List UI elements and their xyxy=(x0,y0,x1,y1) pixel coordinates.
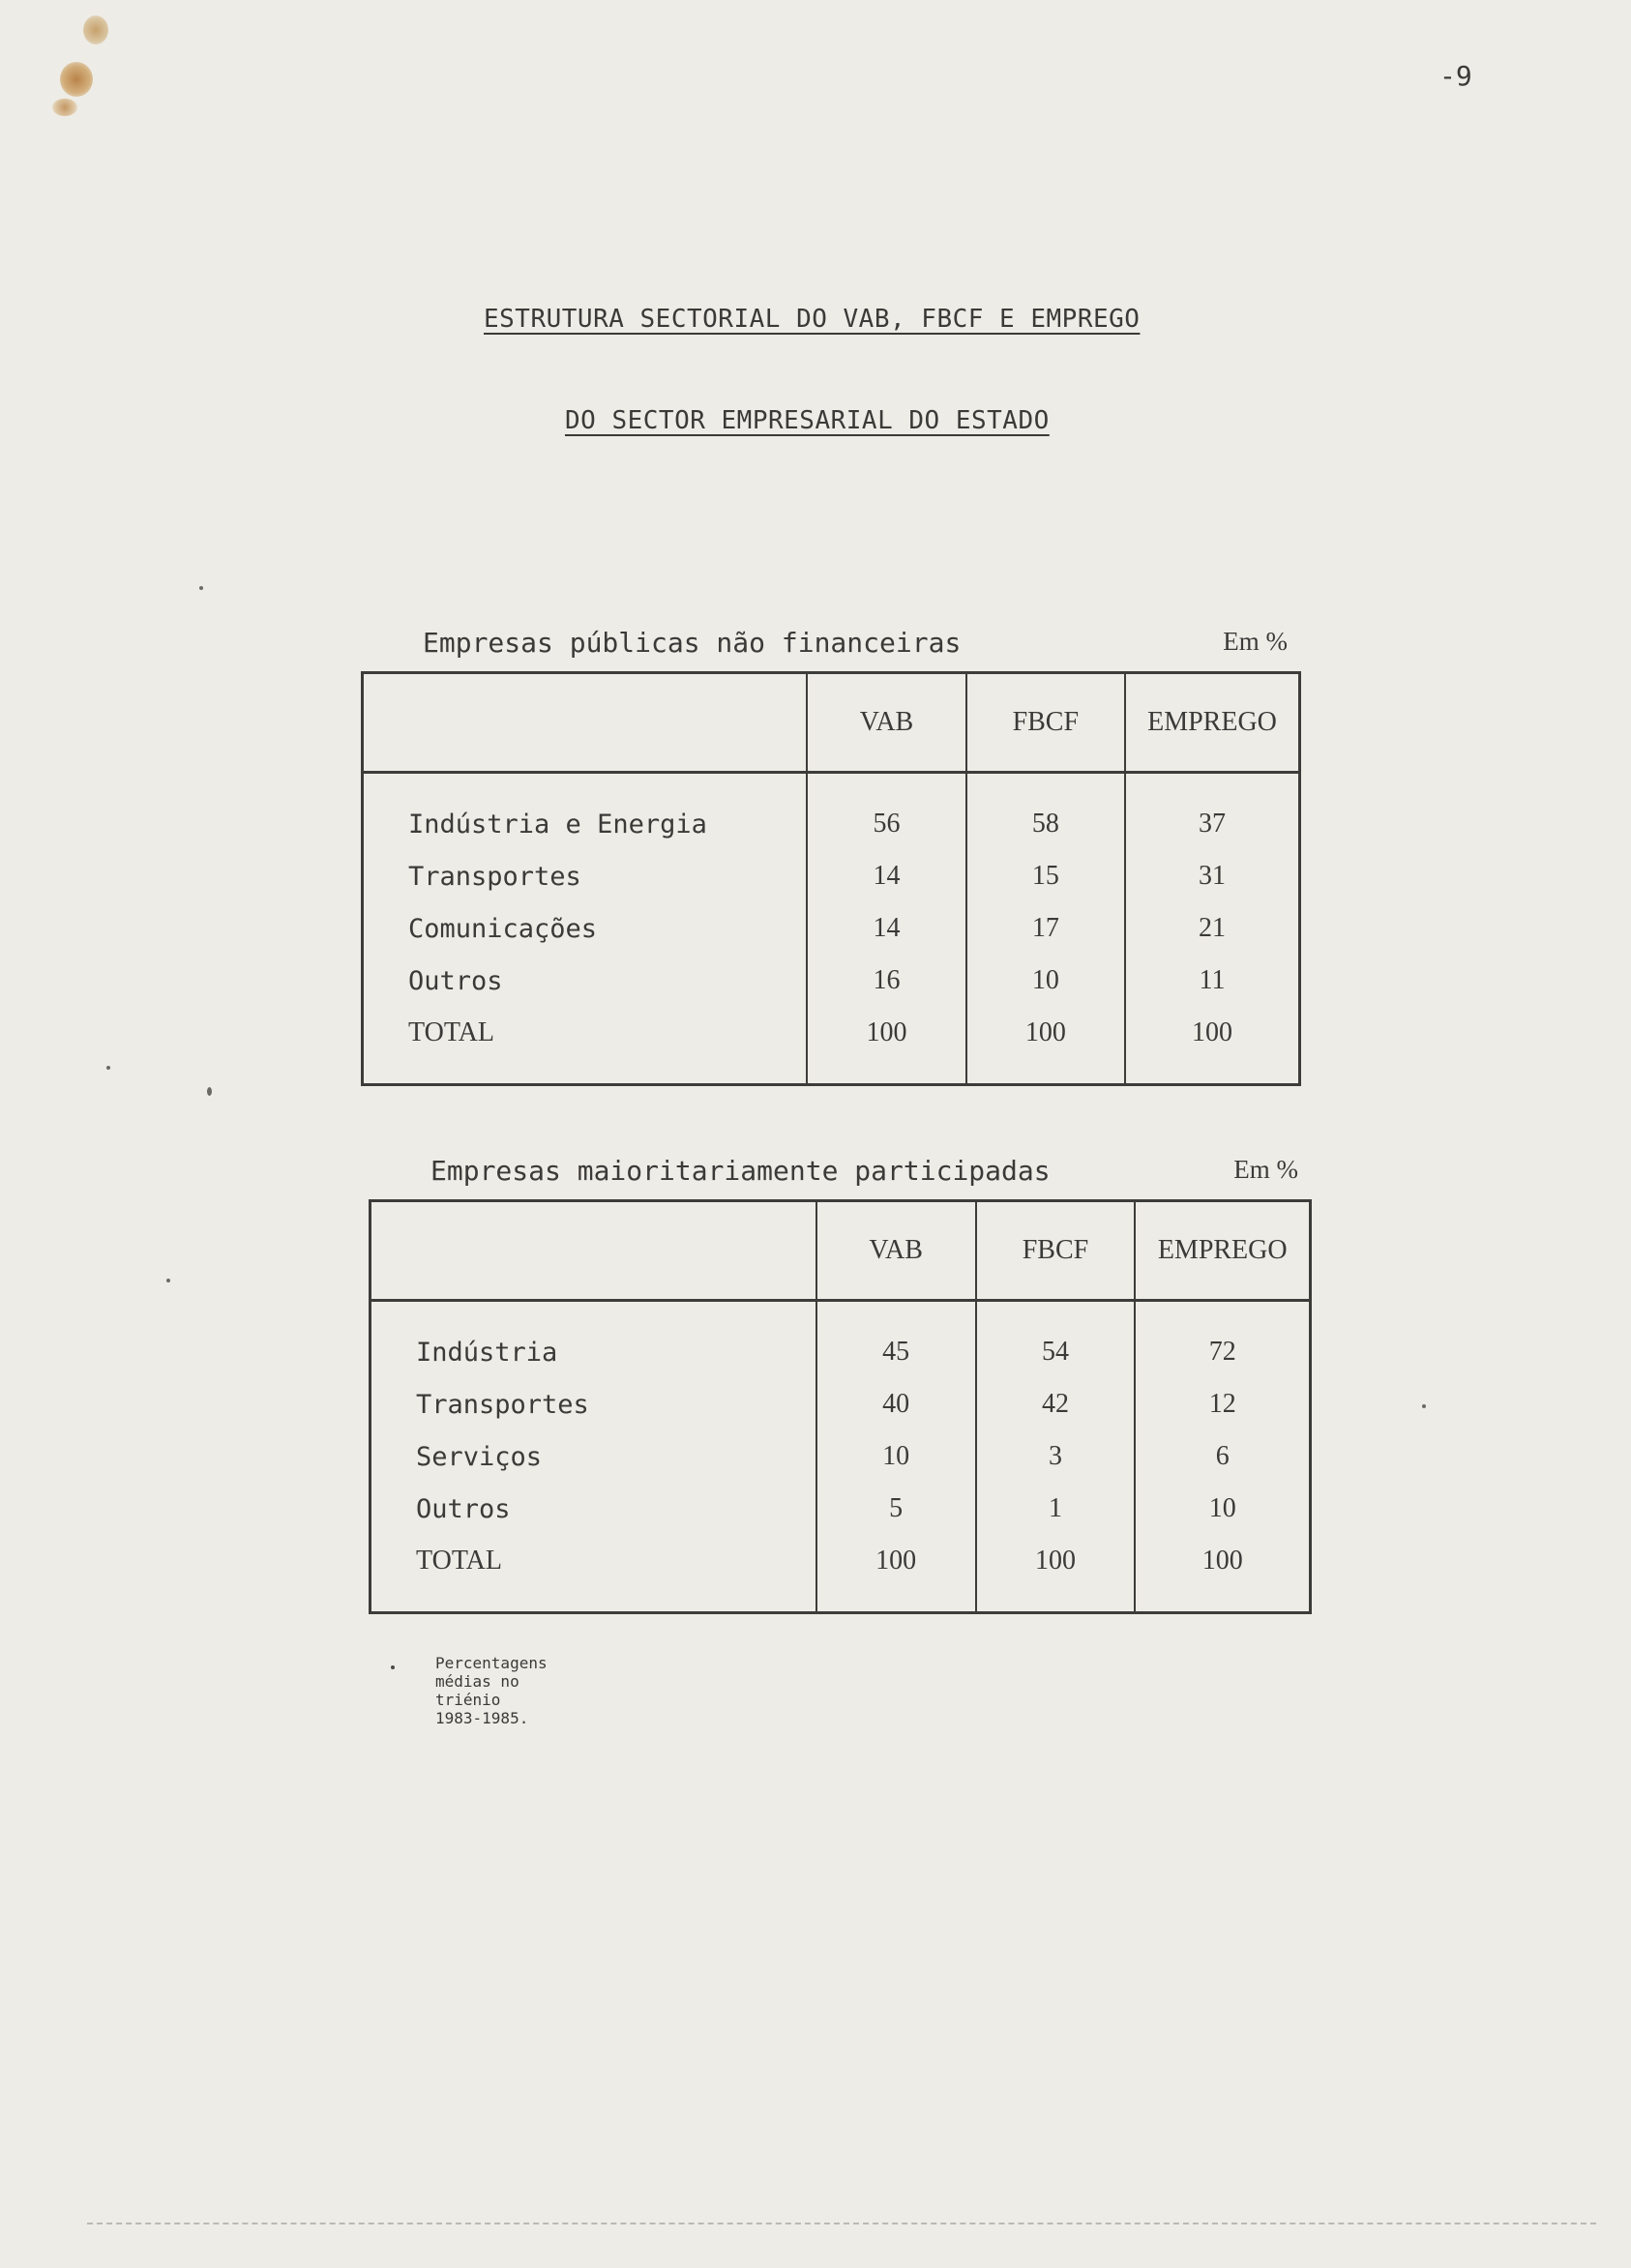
cell-emprego: 11 xyxy=(1125,955,1300,1007)
table-row xyxy=(371,1301,1311,1379)
table-header-row xyxy=(371,1201,1311,1301)
cell-vab: 10 xyxy=(816,1430,976,1483)
table-row xyxy=(371,1483,1311,1535)
cell-vab: 100 xyxy=(816,1535,976,1613)
cell-emprego: 72 xyxy=(1135,1301,1310,1379)
table-caption-row xyxy=(369,1155,1312,1199)
paper-speck xyxy=(207,1087,212,1096)
paper-stain xyxy=(60,62,93,97)
header-blank-cell xyxy=(371,1201,816,1301)
table-row-total xyxy=(371,1535,1311,1613)
row-label-total: TOTAL xyxy=(408,1017,495,1047)
cell-vab: 100 xyxy=(807,1007,965,1085)
cell-fbcf: 1 xyxy=(976,1483,1136,1535)
cell-fbcf: 54 xyxy=(976,1301,1136,1379)
paper-speck xyxy=(1422,1404,1426,1408)
column-header-fbcf: FBCF xyxy=(976,1201,1136,1301)
table-row xyxy=(371,1378,1311,1430)
cell-vab: 56 xyxy=(807,773,965,851)
cell-emprego: 100 xyxy=(1125,1007,1300,1085)
page-title: ESTRUTURA SECTORIAL DO VAB, FBCF E EMPREGO xyxy=(484,305,1141,334)
page-number: -9 xyxy=(1439,60,1472,92)
cell-emprego: 12 xyxy=(1135,1378,1310,1430)
column-header-fbcf: FBCF xyxy=(966,673,1125,773)
table-row xyxy=(363,773,1300,851)
scan-edge xyxy=(87,2223,1596,2225)
cell-vab: 14 xyxy=(807,850,965,902)
paper-speck xyxy=(199,586,203,590)
cell-vab: 45 xyxy=(816,1301,976,1379)
footnote-text: Percentagens médias no triénio 1983-1985. xyxy=(435,1654,548,1727)
row-label-total: TOTAL xyxy=(416,1546,503,1576)
cell-emprego: 21 xyxy=(1125,902,1300,955)
cell-vab: 16 xyxy=(807,955,965,1007)
cell-fbcf: 100 xyxy=(976,1535,1136,1613)
row-label: Comunicações xyxy=(408,913,598,944)
cell-vab: 14 xyxy=(807,902,965,955)
cell-vab: 40 xyxy=(816,1378,976,1430)
row-label: Outros xyxy=(416,1493,511,1524)
page-subtitle: DO SECTOR EMPRESARIAL DO ESTADO xyxy=(565,406,1050,435)
paper-speck xyxy=(166,1279,170,1282)
cell-fbcf: 10 xyxy=(966,955,1125,1007)
table-row xyxy=(371,1430,1311,1483)
cell-vab: 5 xyxy=(816,1483,976,1535)
cell-fbcf: 58 xyxy=(966,773,1125,851)
header-blank-cell xyxy=(363,673,808,773)
table-row xyxy=(363,955,1300,1007)
row-label: Serviços xyxy=(416,1441,543,1472)
paper-stain xyxy=(52,99,77,116)
table-section-empresas-publicas xyxy=(361,627,1301,1086)
cell-fbcf: 17 xyxy=(966,902,1125,955)
cell-emprego: 31 xyxy=(1125,850,1300,902)
column-header-emprego: EMPREGO xyxy=(1125,673,1300,773)
cell-fbcf: 100 xyxy=(966,1007,1125,1085)
table-caption: Empresas maioritariamente participadas xyxy=(430,1155,1051,1187)
cell-emprego: 37 xyxy=(1125,773,1300,851)
cell-fbcf: 3 xyxy=(976,1430,1136,1483)
cell-emprego: 100 xyxy=(1135,1535,1310,1613)
table-caption-row xyxy=(361,627,1301,671)
cell-fbcf: 15 xyxy=(966,850,1125,902)
table-row xyxy=(363,850,1300,902)
paper-speck xyxy=(106,1066,110,1070)
data-table xyxy=(369,1199,1312,1614)
row-label: Indústria e Energia xyxy=(408,809,707,839)
paper-stain xyxy=(83,15,108,44)
column-header-vab: VAB xyxy=(807,673,965,773)
column-header-emprego: EMPREGO xyxy=(1135,1201,1310,1301)
table-unit: Em % xyxy=(1233,1155,1298,1184)
column-header-vab: VAB xyxy=(816,1201,976,1301)
cell-fbcf: 42 xyxy=(976,1378,1136,1430)
row-label: Transportes xyxy=(408,861,581,892)
table-header-row xyxy=(363,673,1300,773)
cell-emprego: 6 xyxy=(1135,1430,1310,1483)
row-label: Outros xyxy=(408,965,503,996)
row-label: Transportes xyxy=(416,1389,589,1420)
table-unit: Em % xyxy=(1223,627,1288,656)
cell-emprego: 10 xyxy=(1135,1483,1310,1535)
table-caption: Empresas públicas não financeiras xyxy=(423,627,962,659)
table-section-empresas-participadas xyxy=(369,1155,1312,1614)
row-label: Indústria xyxy=(416,1337,558,1368)
data-table xyxy=(361,671,1301,1086)
table-row-total xyxy=(363,1007,1300,1085)
table-row xyxy=(363,902,1300,955)
